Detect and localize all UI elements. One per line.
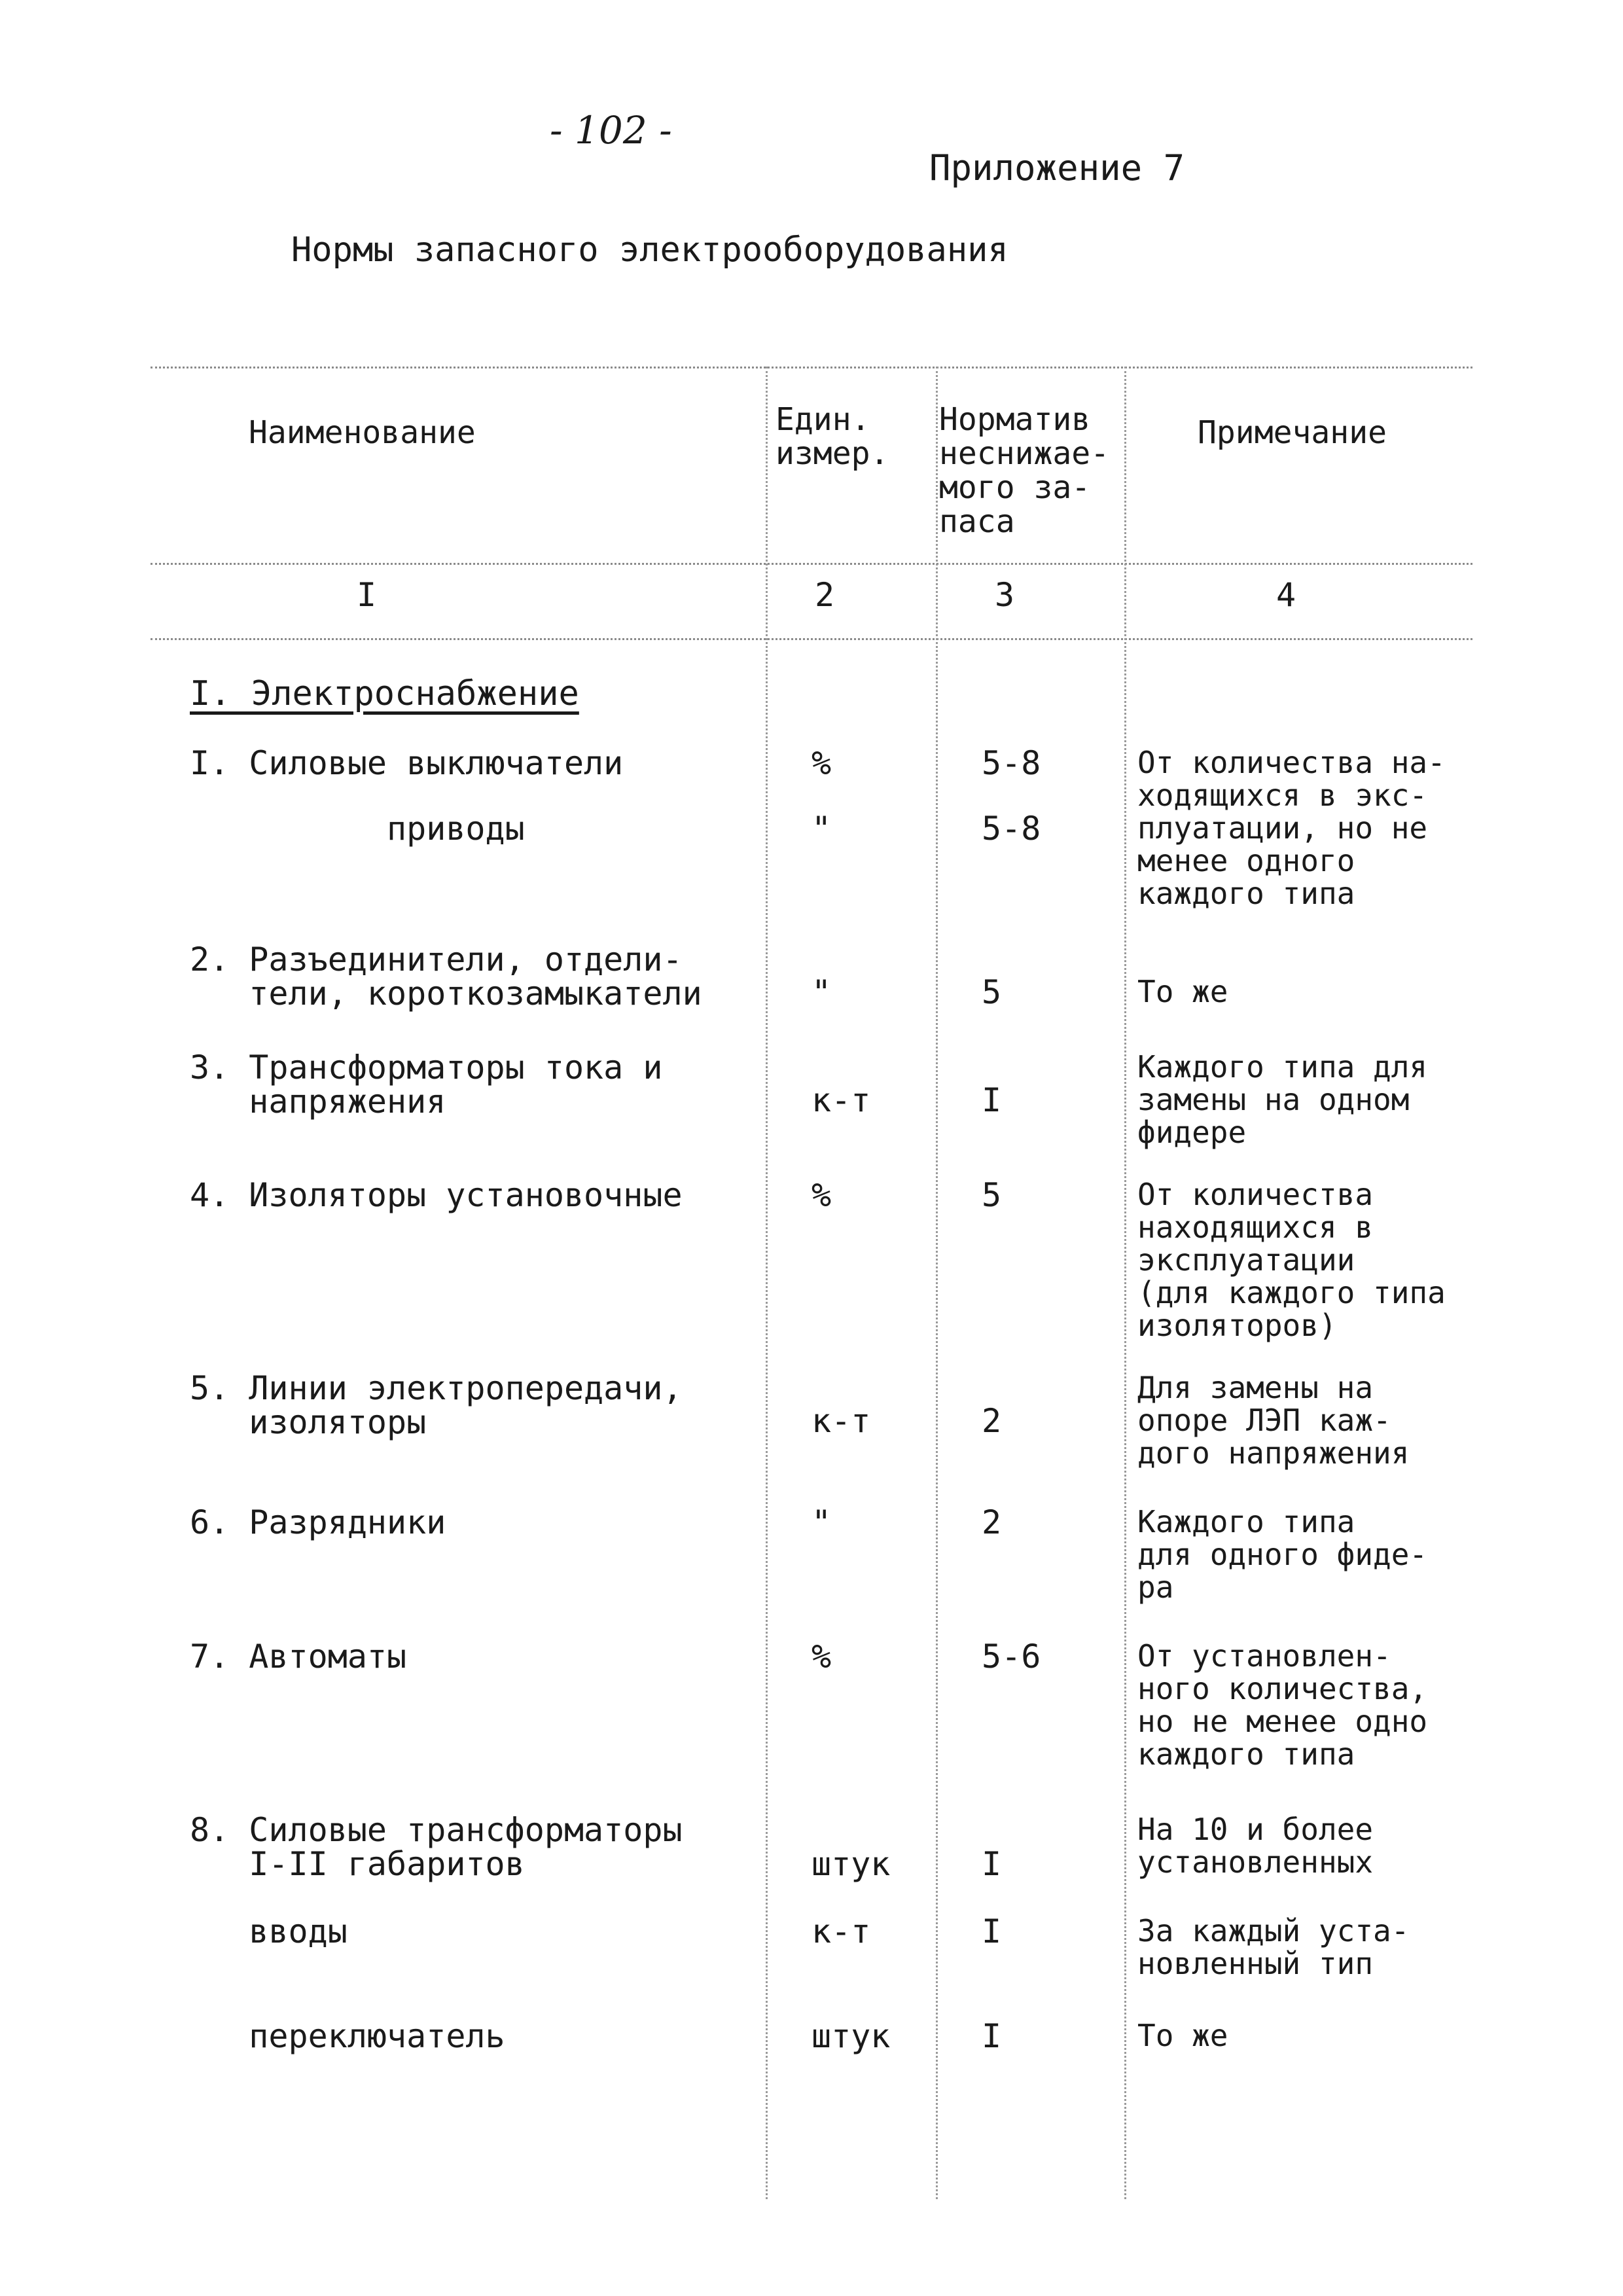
row-unit: к-т xyxy=(812,1081,871,1119)
row-unit: % xyxy=(812,1176,832,1214)
column-number-1: I xyxy=(357,576,377,614)
row-name: вводы xyxy=(190,1912,348,1950)
row-name: 2. Разъединители, отдели- тели, короткозамыкатели xyxy=(190,941,702,1013)
row-name: 3. Трансформаторы тока и напряжения xyxy=(190,1049,663,1121)
row-note: На 10 и более установленных xyxy=(1137,1812,1374,1880)
header-note: Примечание xyxy=(1198,414,1387,451)
row-note: Каждого типа для одного фиде- ра xyxy=(1137,1504,1428,1605)
column-divider-3 xyxy=(1124,367,1126,2199)
column-number-2: 2 xyxy=(815,576,835,614)
row-norm: I xyxy=(982,2017,1002,2055)
row-unit: штук xyxy=(812,1845,891,1883)
row-norm: 5 xyxy=(982,973,1002,1011)
row-unit: к-т xyxy=(812,1402,871,1440)
table-top-rule xyxy=(151,367,1472,368)
row-note: Каждого типа для замены на одном фидере xyxy=(1137,1049,1428,1150)
column-divider-1 xyxy=(766,367,768,2199)
column-divider-2 xyxy=(936,367,938,2199)
row-note: То же xyxy=(1137,974,1228,1009)
header-name: Наименование xyxy=(249,414,476,451)
row-note: От количества на- ходящихся в экс- плуатации, но не менее одного каждого типа xyxy=(1137,745,1446,911)
row-name: 8. Силовые трансформаторы I-II габаритов xyxy=(190,1811,683,1883)
row-unit: " xyxy=(812,810,832,848)
row-note: От установлен- ного количества, но не менее одно каждого типа xyxy=(1137,1638,1428,1772)
row-norm: 5-6 xyxy=(982,1638,1041,1676)
header-unit: Един. измер. xyxy=(776,401,889,472)
appendix-label: Приложение 7 xyxy=(929,147,1185,188)
row-unit: % xyxy=(812,1638,832,1676)
row-norm: 5 xyxy=(982,1176,1002,1214)
row-note: Для замены на опоре ЛЭП каж- дого напряжения xyxy=(1137,1370,1410,1471)
document-title: Нормы запасного электрооборудования xyxy=(291,230,1008,270)
row-note: От количества находящихся в эксплуатации (для каждого типа изоляторов) xyxy=(1137,1177,1446,1343)
section-title: I. Электроснабжение xyxy=(190,674,579,713)
row-norm: I xyxy=(982,1845,1002,1883)
row-note: За каждый уста- новленный тип xyxy=(1137,1913,1410,1981)
row-norm: 2 xyxy=(982,1402,1002,1440)
page-number: - 102 - xyxy=(550,108,672,152)
row-name: 6. Разрядники xyxy=(190,1503,446,1541)
header-rule xyxy=(151,563,1472,565)
row-norm: 2 xyxy=(982,1503,1002,1541)
column-number-rule xyxy=(151,638,1472,640)
row-norm: 5-8 xyxy=(982,744,1041,782)
column-number-3: 3 xyxy=(995,576,1015,614)
row-unit: " xyxy=(812,1503,832,1541)
row-unit: штук xyxy=(812,2017,891,2055)
row-norm: I xyxy=(982,1081,1002,1119)
row-name: 5. Линии электропередачи, изоляторы xyxy=(190,1369,683,1441)
row-unit: % xyxy=(812,744,832,782)
row-name: I. Силовые выключатели xyxy=(190,744,624,782)
row-name: переключатель xyxy=(190,2017,505,2055)
column-number-4: 4 xyxy=(1276,576,1296,614)
row-unit: к-т xyxy=(812,1912,871,1950)
row-name: 4. Изоляторы установочные xyxy=(190,1176,683,1214)
row-note: То же xyxy=(1137,2018,1228,2053)
row-unit: " xyxy=(812,973,832,1011)
header-norm: Норматив неснижае- мого за- паса xyxy=(939,401,1110,540)
row-norm: I xyxy=(982,1912,1002,1950)
row-norm: 5-8 xyxy=(982,810,1041,848)
row-name: приводы xyxy=(190,810,525,848)
row-name: 7. Автоматы xyxy=(190,1638,407,1676)
